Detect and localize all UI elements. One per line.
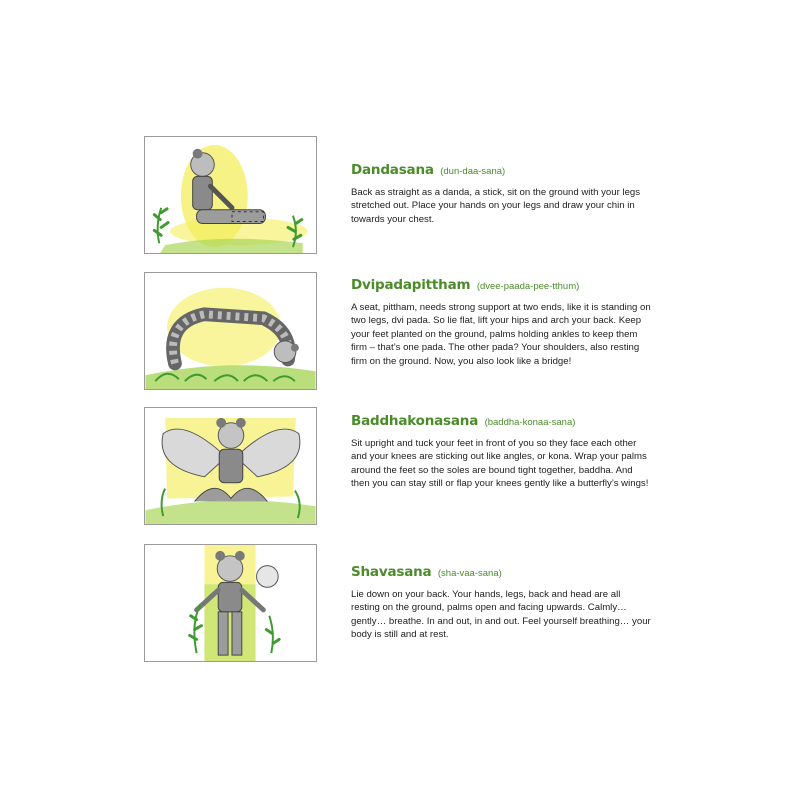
baddhakonasana-text (351, 413, 651, 491)
pose-description: A seat, pittham, needs strong support at two ends, like it is standing on two legs, dvi pada. So lie flat, lift your hips and arch your back. Keep your feet planted on the ground, palms holding ankles to keep them firm – that’s one pada. The other pada? Your shoulders, also resting firm on the ground. Now, you also look like a bridge! (351, 302, 651, 367)
pose-description: Sit upright and tuck your feet in front of you so they face each other and your knees are sticking out like angles, or kona. Wrap your palms around the feet so the soles are bound tight together, baddha. And then you can stay still or flap your knees gently like a butterfly’s wings! (351, 438, 649, 490)
pose-pronunciation: (baddha-konaa-sana) (484, 417, 576, 428)
pose-card-shavasana (144, 544, 664, 670)
pose-name: Dvipadapittham (351, 277, 471, 293)
pose-card-dvipadapittham (144, 272, 664, 398)
pose-card-baddhakonasana (144, 407, 664, 533)
pose-description: Lie down on your back. Your hands, legs, back and head are all resting on the ground, palms open and facing upwards. Calmly… gently… breathe. In and out, in and out. Feel yourself breathing… your body is still and at rest. (351, 589, 651, 641)
pose-pronunciation: (sha-vaa-sana) (437, 568, 502, 579)
baddhakonasana-illustration (144, 407, 317, 525)
shavasana-heading (351, 564, 651, 582)
pose-pronunciation: (dvee-paada-pee-tthum) (476, 281, 580, 292)
dvipadapittham-heading (351, 277, 651, 295)
baddhakonasana-heading (351, 413, 651, 431)
pose-pronunciation: (dun-daa-sana) (440, 166, 506, 177)
pose-name: Dandasana (351, 162, 434, 178)
dandasana-text (351, 162, 651, 226)
pose-name: Shavasana (351, 564, 432, 580)
dandasana-heading (351, 162, 651, 180)
pose-name: Baddhakonasana (351, 413, 479, 429)
pose-description: Back as straight as a danda, a stick, sit on the ground with your legs stretched out. Place your hands on your legs and draw your chin in towards your chest. (351, 187, 641, 225)
shavasana-text (351, 564, 651, 642)
pose-card-dandasana (144, 136, 664, 262)
dandasana-illustration (144, 136, 317, 254)
dvipadapittham-illustration (144, 272, 317, 390)
dvipadapittham-text (351, 277, 651, 368)
shavasana-illustration (144, 544, 317, 662)
